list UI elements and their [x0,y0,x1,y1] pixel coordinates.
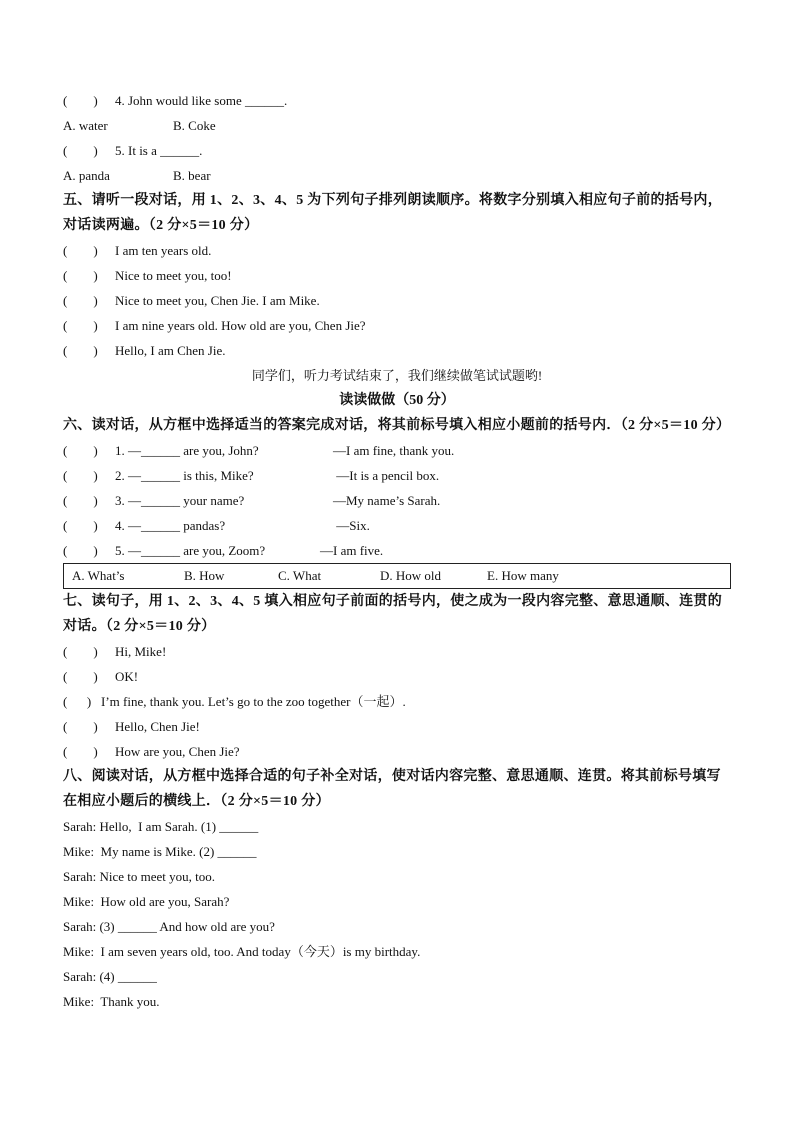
answer-bracket[interactable]: ( ) [63,744,98,759]
answer-bracket[interactable]: ( ) [63,543,98,558]
dialog-line: Sarah: Nice to meet you, too. [63,869,215,884]
dialog-line: Sarah: Hello, I am Sarah. (1) ______ [63,819,259,834]
option-b: B. Coke [173,118,216,133]
answer-bracket[interactable]: ( ) [63,143,98,158]
answer-bracket[interactable]: ( ) [63,443,98,458]
question-text: 2. —______ is this, Mike? [115,468,254,483]
question-text: 5. —______ are you, Zoom? [115,543,266,558]
answer-bracket[interactable]: ( ) [63,343,98,358]
answer-bracket[interactable]: ( ) [63,93,98,108]
option-d: D. How old [380,568,442,583]
item-text: Nice to meet you, too! [115,268,232,283]
answer-bracket[interactable]: ( ) [63,719,98,734]
dialog-question [63,438,731,463]
item-text: OK! [115,669,139,684]
item-text: I am ten years old. [115,243,212,258]
options-box [63,563,731,589]
list-item [63,338,731,363]
section-8-title: 八、阅读对话，从方框中选择合适的句子补全对话，使对话内容完整、意思通顺、连贯。将其前标号填写在相应小题后的横线上．（2 分×5＝10 分） [63,769,721,809]
item-text: Nice to meet you, Chen Jie. I am Mike. [115,293,320,308]
answer-text: —My name’s Sarah. [333,493,441,508]
item-text: I’m fine, thank you. Let’s go to the zoo together（一起）. [101,694,406,709]
answer-bracket[interactable]: ( ) [63,468,98,483]
item-text: I am nine years old. How old are you, Chen Jie? [115,318,366,333]
option-b: B. bear [173,168,211,183]
dialog-question [63,488,731,513]
item-text: Hello, I am Chen Jie. [115,343,226,358]
section-7-title: 七、读句子，用 1、2、3、4、5 填入相应句子前面的括号内，使之成为一段内容完整、意思通顺、连贯的对话。（2 分×5＝10 分） [63,594,722,634]
answer-bracket[interactable]: ( ) [63,318,98,333]
list-item [63,689,731,714]
answer-text: —I am five. [320,543,384,558]
section-5-title: 五、请听一段对话，用 1、2、3、4、5 为下列句子排列朗读顺序。将数字分别填入相应句子前的括号内，对话读两遍。（2 分×5＝10 分） [63,193,722,233]
question-4-options [63,113,731,138]
answer-bracket[interactable]: ( ) [63,694,92,709]
dialog-question [63,538,731,563]
option-c: C. What [278,568,322,583]
list-item [63,714,731,739]
question-text: 4. John would like some ______. [115,93,288,108]
question-5 [63,138,731,163]
dialog-line: Mike: I am seven years old, too. And today（今天）is my birthday. [63,944,421,959]
list-item [63,263,731,288]
option-e: E. How many [487,568,559,583]
option-a: A. What’s [72,568,125,583]
list-item [63,238,731,263]
answer-bracket[interactable]: ( ) [63,293,98,308]
answer-bracket[interactable]: ( ) [63,268,98,283]
question-text: 3. —______ your name? [115,493,245,508]
item-text: Hi, Mike! [115,644,167,659]
answer-bracket[interactable]: ( ) [63,493,98,508]
part-2-title: 读读做做（50 分） [339,393,455,408]
answer-text: —I am fine, thank you. [333,443,455,458]
answer-bracket[interactable]: ( ) [63,518,98,533]
item-text: Hello, Chen Jie! [115,719,200,734]
question-5-options [63,163,731,188]
item-text: How are you, Chen Jie? [115,744,240,759]
list-item [63,639,731,664]
dialog-question [63,513,731,538]
dialog-line: Mike: My name is Mike. (2) ______ [63,844,257,859]
answer-text: —Six. [333,518,370,533]
question-text: 4. —______ pandas? [115,518,226,533]
dialog-line: Sarah: (4) ______ [63,969,157,984]
dialog-line: Mike: How old are you, Sarah? [63,894,230,909]
dialog-line: Sarah: (3) ______ And how old are you? [63,919,275,934]
transition-note: 同学们，听力考试结束了，我们继续做笔试试题哟! [251,368,543,383]
answer-bracket[interactable]: ( ) [63,644,98,659]
section-6-title: 六、读对话，从方框中选择适当的答案完成对话，将其前标号填入相应小题前的括号内．（2 分×5＝10 分） [63,418,731,433]
option-a: A. water [63,118,108,133]
answer-bracket[interactable]: ( ) [63,243,98,258]
list-item [63,664,731,689]
answer-text: —It is a pencil box. [333,468,440,483]
list-item [63,288,731,313]
question-text: 5. It is a ______. [115,143,203,158]
dialog-question [63,463,731,488]
option-b: B. How [184,568,225,583]
list-item [63,739,731,764]
exam-page [63,88,731,1014]
question-text: 1. —______ are you, John? [115,443,259,458]
answer-bracket[interactable]: ( ) [63,669,98,684]
question-4 [63,88,731,113]
option-a: A. panda [63,168,110,183]
list-item [63,313,731,338]
dialog-line: Mike: Thank you. [63,994,160,1009]
